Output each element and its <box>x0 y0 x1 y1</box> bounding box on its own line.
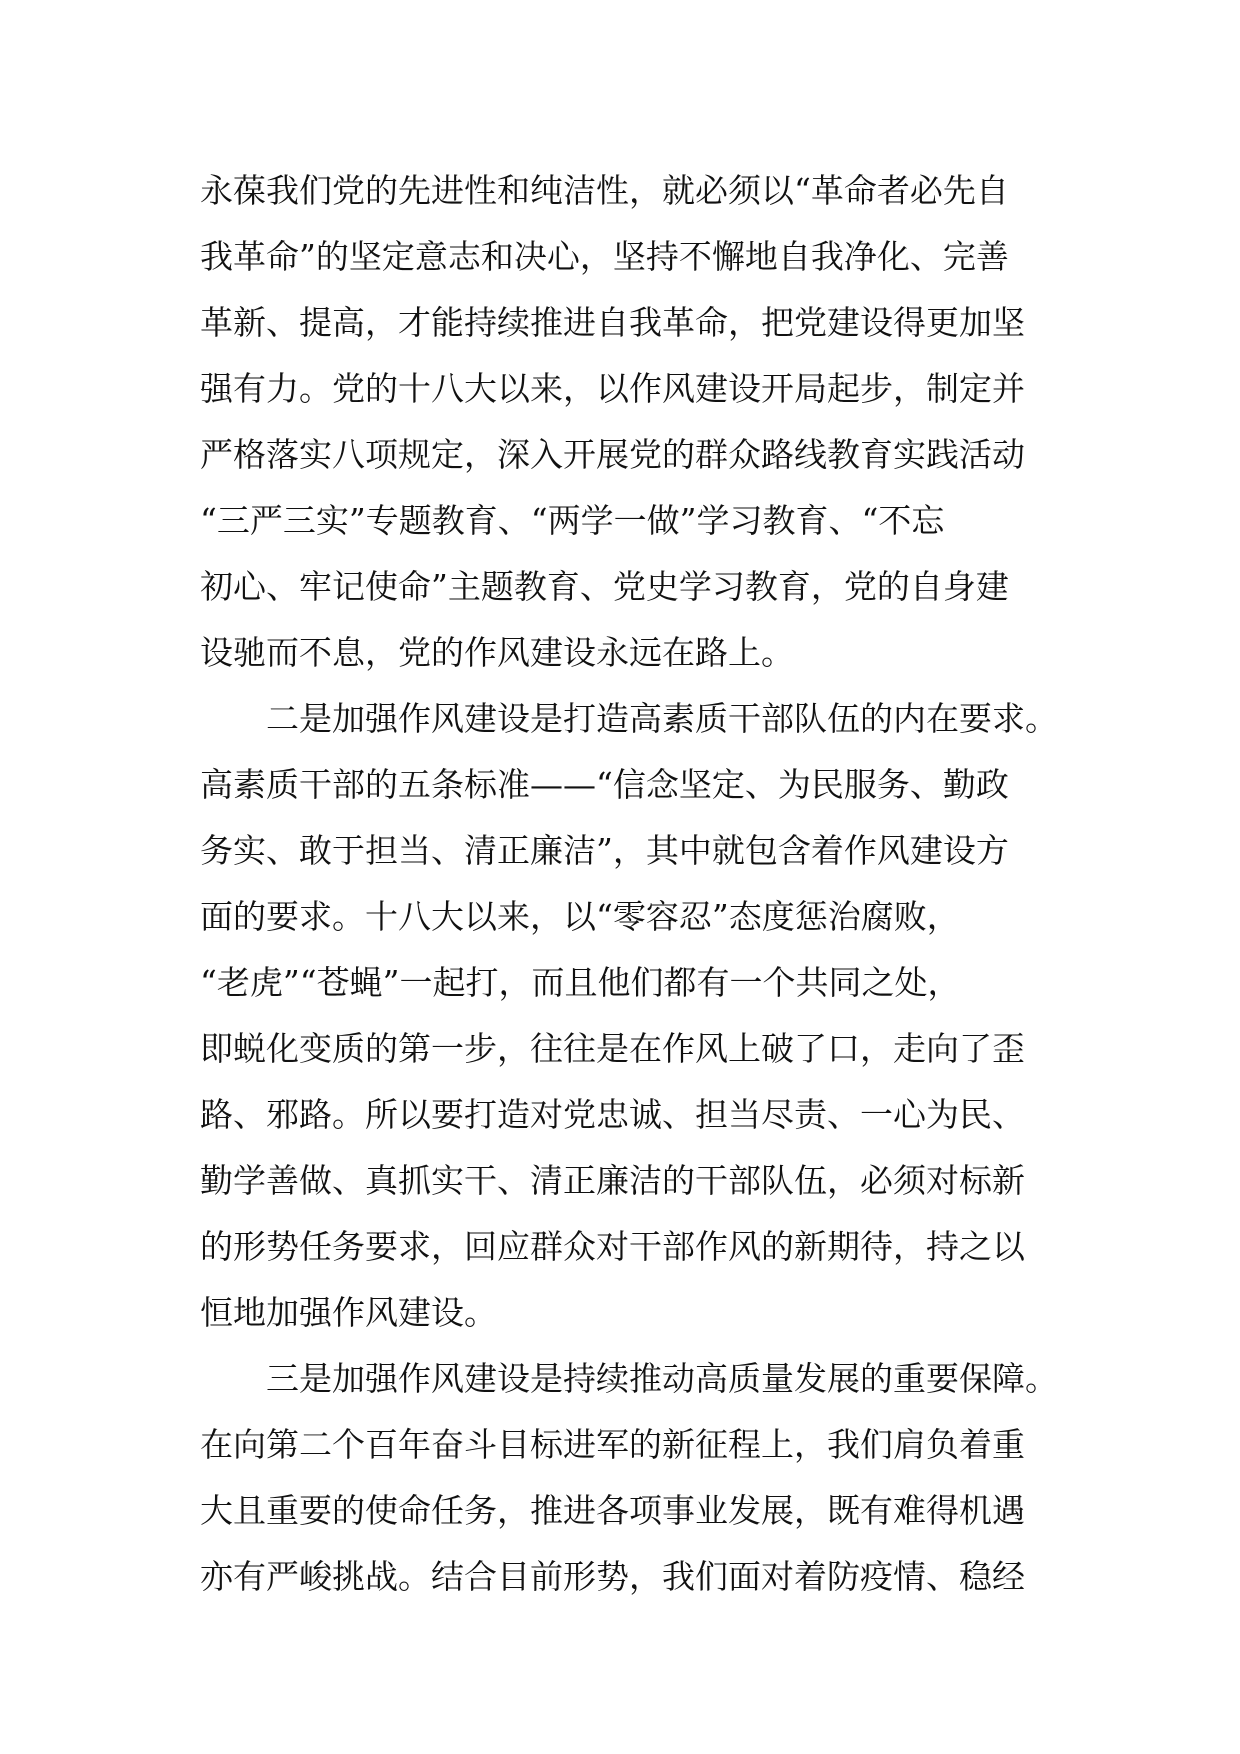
text-line: 的形势任务要求，回应群众对干部作风的新期待，持之以 <box>200 1227 1025 1266</box>
text-line: 恒地加强作风建设。 <box>200 1293 497 1332</box>
text-line: 严格落实八项规定，深入开展党的群众路线教育实践活动 <box>200 435 1025 474</box>
paragraph-heading-3: 三是加强作风建设是持续推动高质量发展的重要保障。 <box>266 1359 1058 1398</box>
text-line: 大且重要的使命任务，推进各项事业发展，既有难得机遇 <box>200 1491 1025 1530</box>
text-line: 强有力。党的十八大以来，以作风建设开局起步，制定并 <box>200 369 1025 408</box>
text-line: 在向第二个百年奋斗目标进军的新征程上，我们肩负着重 <box>200 1425 1025 1464</box>
paragraph-heading-2: 二是加强作风建设是打造高素质干部队伍的内在要求。 <box>266 699 1058 738</box>
body-text <box>200 158 1060 1610</box>
text-line: 高素质干部的五条标准——“信念坚定、为民服务、勤政 <box>200 765 1009 804</box>
text-line: 设驰而不息，党的作风建设永远在路上。 <box>200 633 794 672</box>
text-line: 我革命”的坚定意志和决心，坚持不懈地自我净化、完善 <box>200 237 1009 276</box>
text-line: 即蜕化变质的第一步，往往是在作风上破了口，走向了歪 <box>200 1029 1025 1068</box>
text-line: 革新、提高，才能持续推进自我革命，把党建设得更加坚 <box>200 303 1025 342</box>
text-line: 亦有严峻挑战。结合目前形势，我们面对着防疫情、稳经 <box>200 1557 1025 1596</box>
text-line: “老虎”“苍蝇”一起打，而且他们都有一个共同之处， <box>200 963 961 1002</box>
text-line: 路、邪路。所以要打造对党忠诚、担当尽责、一心为民、 <box>200 1095 1025 1134</box>
text-line: 务实、敢于担当、清正廉洁”，其中就包含着作风建设方 <box>200 831 1009 870</box>
text-line: 面的要求。十八大以来，以“零容忍”态度惩治腐败， <box>200 897 960 936</box>
text-line: “三严三实”专题教育、“两学一做”学习教育、“不忘 <box>200 501 945 540</box>
text-line: 勤学善做、真抓实干、清正廉洁的干部队伍，必须对标新 <box>200 1161 1025 1200</box>
text-line: 初心、牢记使命”主题教育、党史学习教育，党的自身建 <box>200 567 1009 606</box>
text-line: 永葆我们党的先进性和纯洁性，就必须以“革命者必先自 <box>200 171 1009 210</box>
